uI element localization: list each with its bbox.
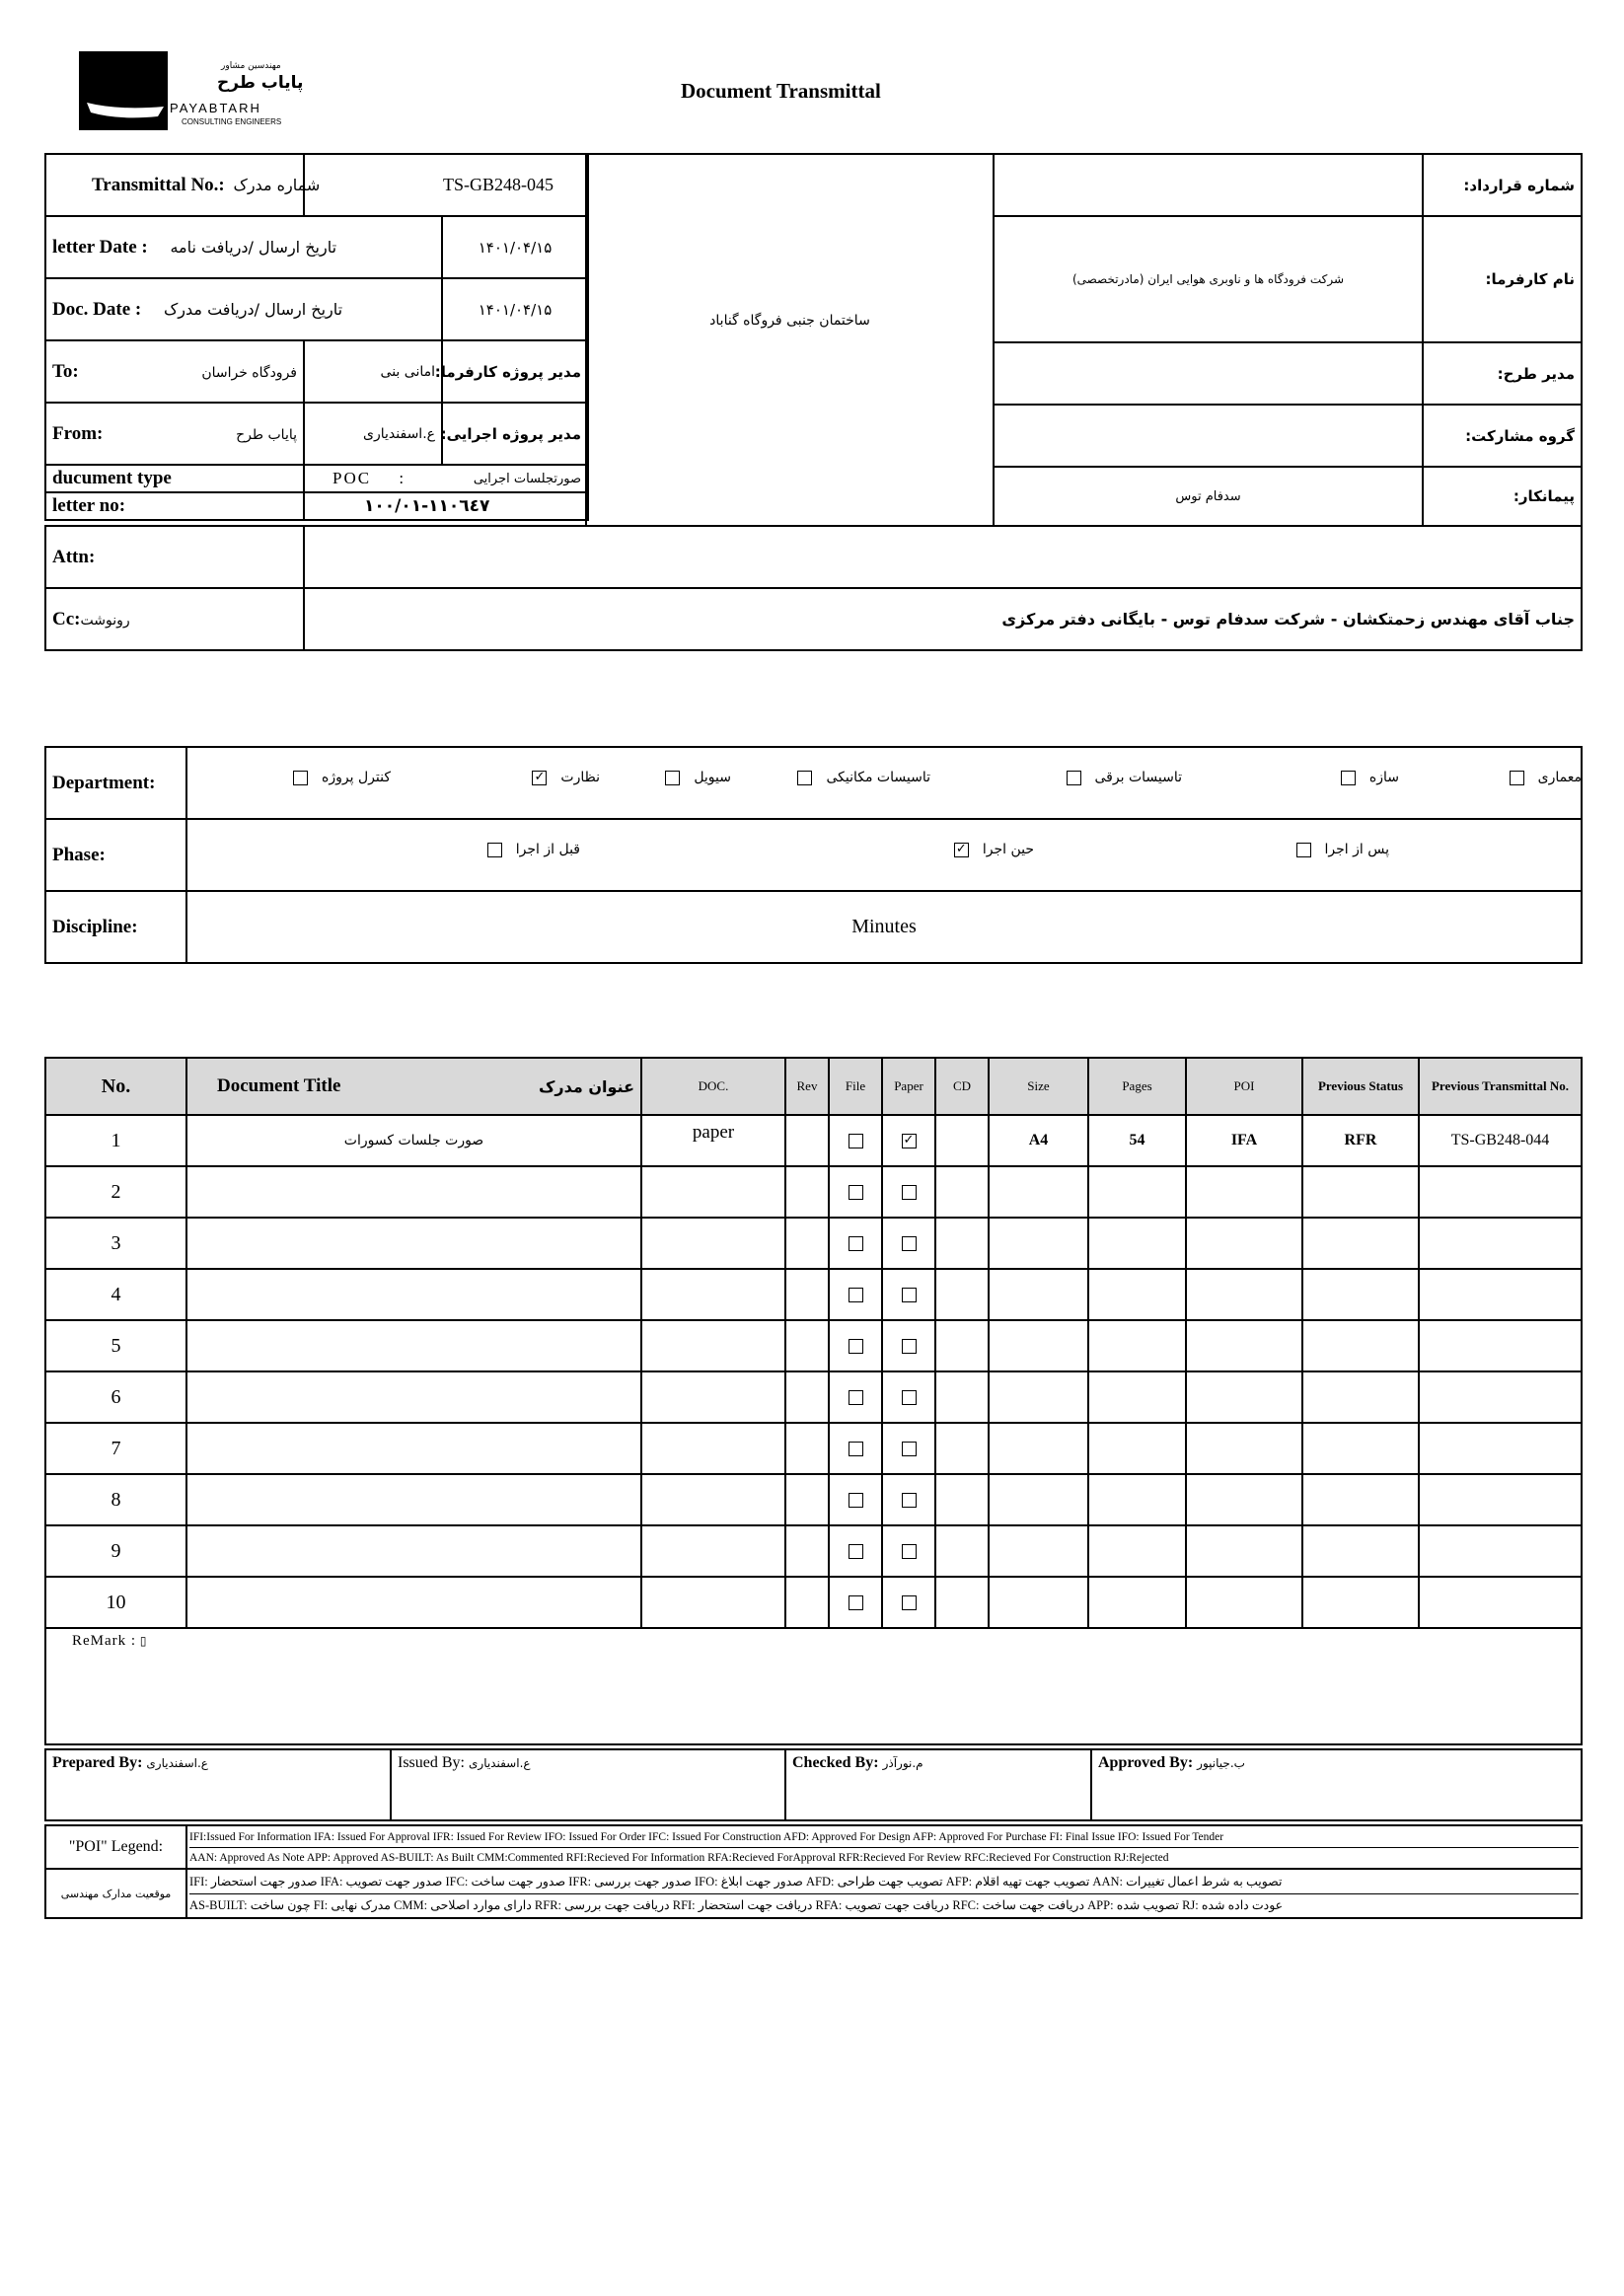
department-option[interactable] <box>665 770 731 785</box>
paper-checkbox[interactable] <box>902 1493 917 1508</box>
project-title: ساختمان جنبی فروگاه گناباد <box>586 154 994 526</box>
logo-fa-small: مهندسین مشاور <box>221 61 281 71</box>
cell-cd <box>935 1525 989 1577</box>
cell-pages <box>1088 1423 1186 1474</box>
cell-poi <box>1186 1320 1302 1371</box>
col-doc-header: DOC. <box>641 1058 785 1115</box>
cell-cd <box>935 1218 989 1269</box>
project-title-table <box>585 153 995 527</box>
phase-checkbox[interactable]: ✓ <box>954 843 969 857</box>
logo <box>79 51 306 132</box>
letter-date-label-en: letter Date : <box>52 236 148 258</box>
col-poi-header: POI <box>1186 1058 1302 1115</box>
attn-value <box>304 526 1582 588</box>
cell-pages <box>1088 1525 1186 1577</box>
cell-prev-transmittal <box>1419 1423 1582 1474</box>
cell-file <box>829 1474 882 1525</box>
cell-rev <box>785 1218 829 1269</box>
col-title-en-header: Document Title <box>217 1075 341 1096</box>
doc-type-fa: صورتجلسات اجرایی <box>473 472 581 486</box>
cell-size <box>989 1320 1088 1371</box>
cell-prev-status <box>1302 1577 1419 1628</box>
cell-doc <box>641 1577 785 1628</box>
cell-prev-status <box>1302 1474 1419 1525</box>
cell-cd <box>935 1320 989 1371</box>
phase-option[interactable] <box>1296 842 1389 857</box>
cell-doc <box>641 1371 785 1423</box>
paper-checkbox[interactable] <box>902 1288 917 1302</box>
header-right-table <box>993 153 1583 527</box>
cell-poi <box>1186 1371 1302 1423</box>
letter-no-value: ۱۰۰/۰۱-۱۱۰٦٤٧ <box>304 492 588 520</box>
cell-paper <box>882 1423 935 1474</box>
design-manager-value <box>994 342 1423 405</box>
cell-title <box>186 1371 641 1423</box>
legend-label: "POI" Legend: <box>45 1825 186 1869</box>
cell-paper <box>882 1371 935 1423</box>
department-option[interactable] <box>1067 770 1182 785</box>
cc-fa-label: رونوشت <box>80 612 130 629</box>
cell-rev <box>785 1474 829 1525</box>
cell-poi <box>1186 1218 1302 1269</box>
department-label: Department: <box>45 747 186 819</box>
phase-options <box>186 819 1582 891</box>
cell-paper <box>882 1474 935 1525</box>
paper-checkbox[interactable] <box>902 1544 917 1559</box>
logo-en-sub: CONSULTING ENGINEERS <box>182 117 282 126</box>
cell-doc: paper <box>641 1115 785 1166</box>
employer-value: شرکت فرودگاه ها و ناوبری هوایی ایران (مادرتخصصی) <box>994 216 1423 342</box>
cell-title <box>186 1423 641 1474</box>
contract-no-value <box>994 154 1423 216</box>
legend-fa-line-1: IFI: صدور جهت استحضار IFA: صدور جهت تصویب IFC: صدور جهت ساخت IFR: صدور جهت بررسی IFO: صدور جهت ابلاغ AFD: تصویب جهت طراحی AFP: تصویب جهت تهیه اقلام AAN: تصویب به شرط اعمال تغییرات <box>189 1871 1579 1894</box>
file-checkbox[interactable] <box>849 1544 863 1559</box>
col-pages-header: Pages <box>1088 1058 1186 1115</box>
department-checkbox[interactable] <box>797 771 812 785</box>
cell-rev <box>785 1115 829 1166</box>
cell-rev <box>785 1577 829 1628</box>
remark-mark: ▯ <box>139 1634 147 1648</box>
design-manager-label: مدیر طرح: <box>1423 342 1582 405</box>
cell-prev-status <box>1302 1371 1419 1423</box>
cell-poi <box>1186 1474 1302 1525</box>
partnership-value <box>994 405 1423 467</box>
file-checkbox[interactable] <box>849 1390 863 1405</box>
cell-paper <box>882 1166 935 1218</box>
file-checkbox[interactable] <box>849 1236 863 1251</box>
cell-doc <box>641 1474 785 1525</box>
paper-checkbox[interactable] <box>902 1236 917 1251</box>
paper-checkbox[interactable] <box>902 1390 917 1405</box>
cell-file <box>829 1218 882 1269</box>
department-option[interactable] <box>1341 770 1399 785</box>
cell-cd <box>935 1269 989 1320</box>
cell-cd <box>935 1423 989 1474</box>
department-option-label: کنترل پروژه <box>322 770 391 785</box>
cell-file <box>829 1371 882 1423</box>
paper-checkbox[interactable] <box>902 1442 917 1456</box>
cell-prev-status: RFR <box>1302 1115 1419 1166</box>
cell-poi <box>1186 1577 1302 1628</box>
table-row <box>45 1577 1582 1628</box>
cell-pages <box>1088 1320 1186 1371</box>
department-checkbox[interactable] <box>1341 771 1356 785</box>
table-row <box>45 1166 1582 1218</box>
table-row <box>45 1474 1582 1525</box>
cell-no: 4 <box>45 1269 186 1320</box>
prepared-label: Prepared By: <box>52 1754 143 1771</box>
cell-doc <box>641 1525 785 1577</box>
letter-date-value: ۱۴۰۱/۰۴/۱۵ <box>442 216 588 278</box>
cell-no: 7 <box>45 1423 186 1474</box>
department-option-label: سازه <box>1368 770 1399 785</box>
doc-date-label-en: Doc. Date : <box>52 298 142 320</box>
cell-rev <box>785 1269 829 1320</box>
col-title-fa-header: عنوان مدرک <box>539 1077 634 1096</box>
department-checkbox[interactable] <box>1067 771 1081 785</box>
cell-cd <box>935 1371 989 1423</box>
cell-no: 10 <box>45 1577 186 1628</box>
letter-date-label-fa: تاریخ ارسال /دریافت نامه <box>170 237 337 257</box>
cell-no: 3 <box>45 1218 186 1269</box>
doc-date-label-fa: تاریخ ارسال /دریافت مدرک <box>163 299 343 319</box>
doc-type-sep: : <box>399 469 405 487</box>
paper-checkbox[interactable] <box>902 1185 917 1200</box>
transmittal-label-en: Transmittal No.: <box>92 174 225 195</box>
cell-prev-transmittal <box>1419 1166 1582 1218</box>
cell-poi <box>1186 1423 1302 1474</box>
logo-mark-icon <box>79 51 168 130</box>
cell-file <box>829 1115 882 1166</box>
cell-size <box>989 1166 1088 1218</box>
col-no-header: No. <box>45 1058 186 1115</box>
cell-size <box>989 1218 1088 1269</box>
cell-title <box>186 1269 641 1320</box>
contractor-label: پیمانکار: <box>1423 467 1582 526</box>
phase-option-label: قبل از اجرا <box>515 842 580 857</box>
cell-paper <box>882 1320 935 1371</box>
cell-pages <box>1088 1474 1186 1525</box>
cell-prev-transmittal <box>1419 1577 1582 1628</box>
cell-paper <box>882 1115 935 1166</box>
cell-doc <box>641 1166 785 1218</box>
cell-file <box>829 1525 882 1577</box>
cell-file <box>829 1423 882 1474</box>
discipline-value: Minutes <box>186 891 1582 963</box>
cell-cd <box>935 1115 989 1166</box>
file-checkbox[interactable] <box>849 1185 863 1200</box>
header-left-table <box>44 153 589 521</box>
prepared-value: ع.اسفندیاری <box>146 1756 208 1770</box>
department-option-label: سیویل <box>694 770 731 785</box>
department-option-label: معماری <box>1537 770 1582 785</box>
partnership-label: گروه مشارکت: <box>1423 405 1582 467</box>
transmittal-label-fa: شماره مدرک <box>233 175 321 194</box>
legend-table <box>44 1824 1583 1919</box>
col-size-header: Size <box>989 1058 1088 1115</box>
cell-rev <box>785 1525 829 1577</box>
contractor-value: سدفام توس <box>994 467 1423 526</box>
file-checkbox[interactable] <box>849 1134 863 1148</box>
legend-line-1: IFI:Issued For Information IFA: Issued For Approval IFR: Issued For Review IFO: Issued For Order IFC: Issued For Construction AFD: Approved For Design AFP: Approved For Purchase FI: Final Issue IFO: Issued For Tender <box>189 1827 1579 1848</box>
department-option-label: تاسیسات برقی <box>1094 770 1182 785</box>
cell-paper <box>882 1218 935 1269</box>
department-option-label: نظارت <box>560 770 600 785</box>
approved-value: ب.جیانپور <box>1197 1756 1245 1770</box>
cell-pages <box>1088 1218 1186 1269</box>
cell-no: 6 <box>45 1371 186 1423</box>
phase-option-label: حین اجرا <box>982 842 1034 857</box>
cell-prev-transmittal <box>1419 1218 1582 1269</box>
phase-option-label: پس از اجرا <box>1324 842 1389 857</box>
cell-rev <box>785 1320 829 1371</box>
cell-poi <box>1186 1269 1302 1320</box>
remark-label: ReMark : <box>72 1633 137 1649</box>
legend-fa-label: موقعیت مدارک مهندسی <box>45 1869 186 1918</box>
cell-size <box>989 1371 1088 1423</box>
table-row <box>45 1320 1582 1371</box>
col-paper-header: Paper <box>882 1058 935 1115</box>
cell-doc <box>641 1423 785 1474</box>
col-file-header: File <box>829 1058 882 1115</box>
phase-option[interactable] <box>487 842 580 857</box>
signatures-table <box>44 1748 1583 1821</box>
checked-value: م.نورآذر <box>882 1756 923 1770</box>
cell-prev-status <box>1302 1423 1419 1474</box>
cell-size <box>989 1269 1088 1320</box>
to-person: امانی بنی <box>304 340 442 403</box>
paper-checkbox[interactable] <box>902 1339 917 1354</box>
employer-label: نام کارفرما: <box>1423 216 1582 342</box>
cell-size <box>989 1525 1088 1577</box>
issued-value: ع.اسفندیاری <box>469 1756 531 1770</box>
cell-no: 1 <box>45 1115 186 1166</box>
page-title: Document Transmittal <box>681 79 881 103</box>
cell-size <box>989 1474 1088 1525</box>
paper-checkbox[interactable] <box>902 1595 917 1610</box>
attn-cc-table <box>44 525 1583 651</box>
cell-pages <box>1088 1166 1186 1218</box>
checked-label: Checked By: <box>792 1754 879 1771</box>
from-value: پایاب طرح <box>236 426 297 443</box>
file-checkbox[interactable] <box>849 1339 863 1354</box>
cell-prev-transmittal: TS-GB248-044 <box>1419 1115 1582 1166</box>
department-checkbox[interactable]: ✓ <box>532 771 547 785</box>
cell-file <box>829 1269 882 1320</box>
cell-no: 5 <box>45 1320 186 1371</box>
doc-type-code: POC <box>332 469 372 487</box>
cell-doc <box>641 1320 785 1371</box>
cell-cd <box>935 1474 989 1525</box>
cell-prev-transmittal <box>1419 1269 1582 1320</box>
cell-size <box>989 1577 1088 1628</box>
cell-poi <box>1186 1166 1302 1218</box>
documents-table <box>44 1057 1583 1745</box>
department-option-label: تاسیسات مکانیکی <box>826 770 930 785</box>
cell-size: A4 <box>989 1115 1088 1166</box>
cell-size <box>989 1423 1088 1474</box>
department-option[interactable] <box>532 770 600 785</box>
cell-prev-transmittal <box>1419 1474 1582 1525</box>
from-role: مدیر پروژه اجرایی: <box>442 403 588 465</box>
cell-no: 8 <box>45 1474 186 1525</box>
cell-title <box>186 1320 641 1371</box>
cell-rev <box>785 1166 829 1218</box>
cell-pages <box>1088 1577 1186 1628</box>
cell-prev-transmittal <box>1419 1320 1582 1371</box>
issued-label: Issued By: <box>398 1754 465 1771</box>
table-row <box>45 1115 1582 1166</box>
cc-label: Cc: <box>52 608 81 630</box>
legend-line-2: AAN: Approved As Note APP: Approved AS-BUILT: As Built CMM:Commented RFI:Recieved For Information RFA:Recieved ForApproval RFR:Recieved For Review RFC:Recieved For Construction RJ:Rejected <box>189 1851 1169 1864</box>
cell-prev-transmittal <box>1419 1525 1582 1577</box>
cell-prev-status <box>1302 1218 1419 1269</box>
cell-prev-status <box>1302 1166 1419 1218</box>
doc-date-value: ۱۴۰۱/۰۴/۱۵ <box>442 278 588 340</box>
cell-prev-status <box>1302 1269 1419 1320</box>
col-prev-transmittal-header: Previous Transmittal No. <box>1419 1058 1582 1115</box>
cell-cd <box>935 1577 989 1628</box>
table-row <box>45 1371 1582 1423</box>
table-row <box>45 1269 1582 1320</box>
col-prev-status-header: Previous Status <box>1302 1058 1419 1115</box>
cell-pages <box>1088 1371 1186 1423</box>
cell-prev-status <box>1302 1320 1419 1371</box>
department-checkbox[interactable] <box>293 771 308 785</box>
cell-prev-status <box>1302 1525 1419 1577</box>
cell-title <box>186 1525 641 1577</box>
cell-title: صورت جلسات کسورات <box>186 1115 641 1166</box>
letter-no-label: letter no: <box>45 492 304 520</box>
cell-doc <box>641 1218 785 1269</box>
discipline-label: Discipline: <box>45 891 186 963</box>
file-checkbox[interactable] <box>849 1595 863 1610</box>
legend-fa-line-2: AS-BUILT: چون ساخت FI: مدرک نهایی CMM: دارای موارد اصلاحی RFR: دریافت جهت بررسی RFI: دریافت جهت استحضار RFA: دریافت جهت تصویب RFC: دریافت جهت ساخت APP: تصویب شده RJ: عودت داده شده <box>189 1897 1284 1912</box>
cell-pages <box>1088 1269 1186 1320</box>
remark-cell <box>45 1628 1582 1744</box>
cell-poi <box>1186 1525 1302 1577</box>
cell-poi: IFA <box>1186 1115 1302 1166</box>
cell-title <box>186 1218 641 1269</box>
doc-type-label: ducument type <box>45 465 304 492</box>
col-rev-header: Rev <box>785 1058 829 1115</box>
cell-pages: 54 <box>1088 1115 1186 1166</box>
cc-value: جناب آقای مهندس زحمتکشان - شرکت سدفام توس - بایگانی دفتر مرکزی <box>304 588 1582 650</box>
cell-prev-transmittal <box>1419 1371 1582 1423</box>
department-option[interactable] <box>293 770 391 785</box>
classification-table <box>44 746 1583 964</box>
cell-cd <box>935 1166 989 1218</box>
from-person: ع.اسفندیاری <box>304 403 442 465</box>
from-label: From: <box>52 422 104 444</box>
cell-paper <box>882 1577 935 1628</box>
contract-no-label: شماره قرارداد: <box>1423 154 1582 216</box>
cell-rev <box>785 1423 829 1474</box>
department-option[interactable] <box>1510 770 1582 785</box>
logo-en-name: PAYABTARH <box>170 101 261 115</box>
cell-file <box>829 1577 882 1628</box>
cell-no: 9 <box>45 1525 186 1577</box>
cell-doc <box>641 1269 785 1320</box>
attn-label: Attn: <box>45 526 304 588</box>
phase-option[interactable] <box>954 842 1034 857</box>
cell-file <box>829 1166 882 1218</box>
department-option[interactable] <box>797 770 930 785</box>
table-row <box>45 1423 1582 1474</box>
phase-checkbox[interactable] <box>487 843 502 857</box>
file-checkbox[interactable] <box>849 1442 863 1456</box>
file-checkbox[interactable] <box>849 1288 863 1302</box>
department-options <box>186 747 1582 819</box>
cell-rev <box>785 1371 829 1423</box>
phase-label: Phase: <box>45 819 186 891</box>
col-cd-header: CD <box>935 1058 989 1115</box>
approved-label: Approved By: <box>1098 1754 1194 1771</box>
table-row <box>45 1525 1582 1577</box>
table-row <box>45 1218 1582 1269</box>
department-checkbox[interactable] <box>1510 771 1524 785</box>
to-role: مدیر پروژه کارفرما: <box>442 340 588 403</box>
cell-title <box>186 1577 641 1628</box>
cell-title <box>186 1166 641 1218</box>
file-checkbox[interactable] <box>849 1493 863 1508</box>
cell-paper <box>882 1525 935 1577</box>
transmittal-value: TS-GB248-045 <box>304 154 588 216</box>
cell-paper <box>882 1269 935 1320</box>
phase-checkbox[interactable] <box>1296 843 1311 857</box>
paper-checkbox[interactable]: ✓ <box>902 1134 917 1148</box>
cell-no: 2 <box>45 1166 186 1218</box>
logo-fa-name: پایاب طرح <box>217 73 304 93</box>
cell-title <box>186 1474 641 1525</box>
to-value: فرودگاه خراسان <box>201 364 297 381</box>
cell-file <box>829 1320 882 1371</box>
to-label: To: <box>52 360 79 382</box>
department-checkbox[interactable] <box>665 771 680 785</box>
